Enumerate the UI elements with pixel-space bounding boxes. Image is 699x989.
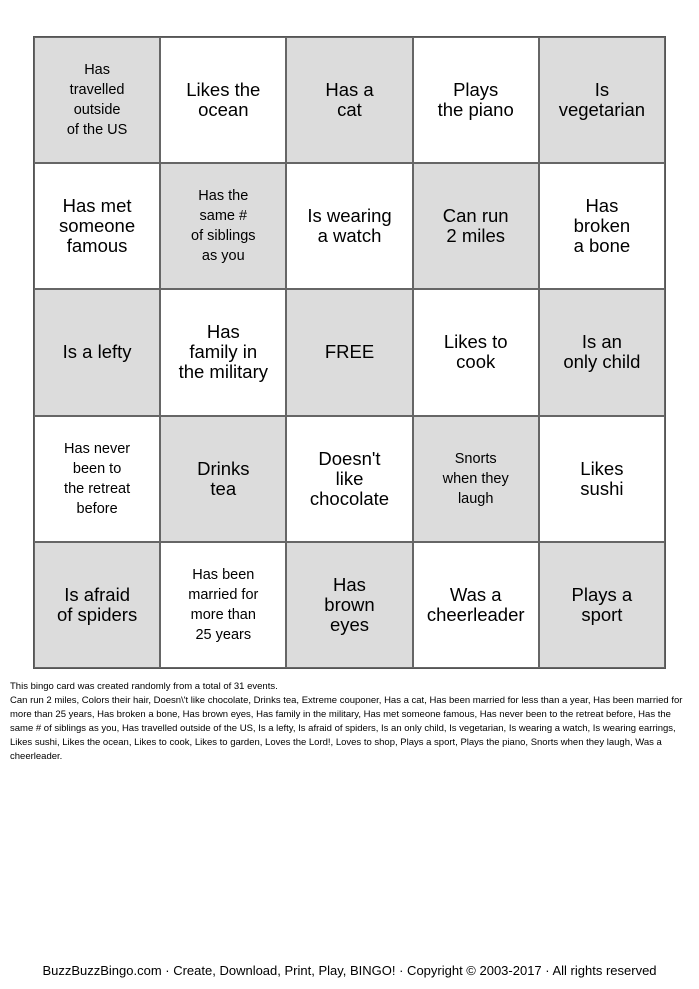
bingo-cell: Plays a sport bbox=[539, 542, 665, 668]
info-event-list: Can run 2 miles, Colors their hair, Doesn\'t like chocolate, Drinks tea, Extreme couponer, Has a cat, Has been married for less than a year, Has been married for more than 25 years, Has broken a bone, Has brown eyes, Has family in the military, Has met someone famous, Has never been to the retreat before, Has the same # of siblings as you, Has travelled outside of the US, Is a lefty, Is afraid of spiders, Is an only child, Is vegetarian, Is wearing a watch, Is wearing earrings, Likes sushi, Likes the ocean, Likes to cook, Likes to garden, Loves the Lord!, Loves to shop, Plays a sport, Plays the piano, Snorts when they laugh, Was a cheerleader. bbox=[10, 695, 683, 762]
bingo-cell: Is a lefty bbox=[34, 289, 160, 415]
bingo-cell: Likes to cook bbox=[413, 289, 539, 415]
bingo-cell: Is afraid of spiders bbox=[34, 542, 160, 668]
bingo-cell: Has family in the military bbox=[160, 289, 286, 415]
bingo-cell: Is an only child bbox=[539, 289, 665, 415]
bingo-cell: Was a cheerleader bbox=[413, 542, 539, 668]
bingo-cell: Has been married for more than 25 years bbox=[160, 542, 286, 668]
bingo-cell: Has travelled outside of the US bbox=[34, 37, 160, 163]
bingo-cell: Has broken a bone bbox=[539, 163, 665, 289]
bingo-cell: Can run 2 miles bbox=[413, 163, 539, 289]
bingo-cell: Likes the ocean bbox=[160, 37, 286, 163]
bingo-cell: Has a cat bbox=[286, 37, 412, 163]
bingo-cell: Has met someone famous bbox=[34, 163, 160, 289]
bingo-cell: Drinks tea bbox=[160, 416, 286, 542]
bingo-cell: Has brown eyes bbox=[286, 542, 412, 668]
free-space-cell: FREE bbox=[286, 289, 412, 415]
bingo-cell: Is vegetarian bbox=[539, 37, 665, 163]
info-intro: This bingo card was created randomly from a total of 31 events. bbox=[10, 681, 278, 692]
bingo-cell: Doesn't like chocolate bbox=[286, 416, 412, 542]
bingo-cell: Snorts when they laugh bbox=[413, 416, 539, 542]
bingo-cell: Plays the piano bbox=[413, 37, 539, 163]
card-info bbox=[10, 680, 690, 764]
bingo-cell: Has never been to the retreat before bbox=[34, 416, 160, 542]
footer-copyright: BuzzBuzzBingo.com · Create, Download, Print, Play, BINGO! · Copyright © 2003-2017 · All rights reserved bbox=[42, 963, 657, 978]
bingo-card-grid bbox=[33, 36, 666, 669]
bingo-cell: Has the same # of siblings as you bbox=[160, 163, 286, 289]
bingo-cell: Is wearing a watch bbox=[286, 163, 412, 289]
bingo-cell: Likes sushi bbox=[539, 416, 665, 542]
